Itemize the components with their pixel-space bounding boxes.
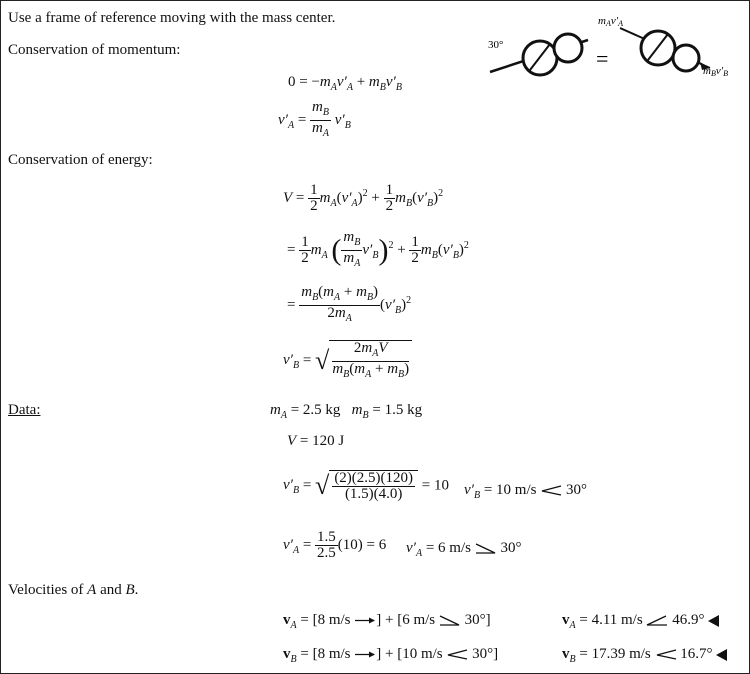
vb-vector: $v_B = [8$ m/s ] + [10 m/s 30°] [283, 646, 499, 665]
vb-result: $v'_B = 10$ m/s 30° [464, 482, 587, 501]
va-vector: $v_A = [8$ m/s ] + [6 m/s 30°] [283, 612, 491, 631]
angle-icon [646, 615, 668, 626]
data-masses: $m_A = 2.5$ kg $m_B = 1.5$ kg [270, 402, 423, 421]
diagram-equals: = [596, 46, 609, 71]
energy-heading: Conservation of energy: [8, 152, 153, 168]
energy-eq3: = $\frac{m_B(m_A + m_B)}{2m_A}$ $(v'_B)^2$ [287, 284, 412, 324]
energy-eq4: $v'_B$ = √ $\frac{2m_AV}{m_B(m_A + m_B)}$ [283, 340, 412, 382]
label-left-top: mAv′A [598, 15, 624, 28]
collision-diagram-svg [488, 12, 743, 102]
va-answer: $v_A = 4.11$ m/s 46.9° [562, 612, 719, 631]
intro-text: Use a frame of reference moving with the mass center. [8, 10, 336, 26]
momentum-solve: $v'_A$ = $\frac{m_B}{m_A}$ $v'_B$ [278, 99, 351, 139]
arrow-right-icon [354, 615, 376, 626]
va-result: $v'_A = 6$ m/s 30° [406, 540, 522, 559]
angle-icon [540, 485, 562, 496]
angle-label: 30° [488, 39, 504, 51]
va-calc: $v'_A$ = $\frac{1.5}{2.5}$ (10) = 6 [283, 529, 387, 561]
angle-icon [655, 649, 677, 660]
collision-diagram [488, 12, 743, 102]
momentum-equation: $0 = -m_Av'_A + m_Bv'_B$ [288, 74, 402, 93]
vb-calc: $v'_B$ = √ $\frac{(2)(2.5)(120)}{(1.5)(4.0)}$ = 10 [283, 470, 450, 502]
body-d-shape [673, 45, 699, 71]
arrow-right-icon [354, 649, 376, 660]
energy-eq2: = $\frac{1}{2}$ $m_A$ ( $\frac{m_B}{m_A}$ $v'_B)^2$ + $\frac{1}{2}$ $m_B(v'_B)^2$ [287, 229, 469, 269]
velocities-heading: Velocities of A and B. [8, 582, 139, 598]
angle-icon [475, 543, 497, 554]
answer-marker-icon [716, 649, 727, 661]
label-right: mBv′B [703, 65, 729, 78]
answer-marker-icon [708, 615, 719, 627]
body-b-shape [554, 34, 582, 62]
data-label: Data: [8, 402, 41, 418]
data-energy: V = 120 J [287, 433, 345, 449]
vb-answer: $v_B = 17.39$ m/s 16.7° [562, 646, 727, 665]
angle-icon [439, 615, 461, 626]
angle-icon [446, 649, 468, 660]
energy-eq1: V = $\frac{1}{2}$ $m_A(v'_A)^2$ + $\frac{1}{2}$ $m_B(v'_B)^2$ [283, 182, 444, 214]
momentum-heading: Conservation of momentum: [8, 42, 181, 58]
